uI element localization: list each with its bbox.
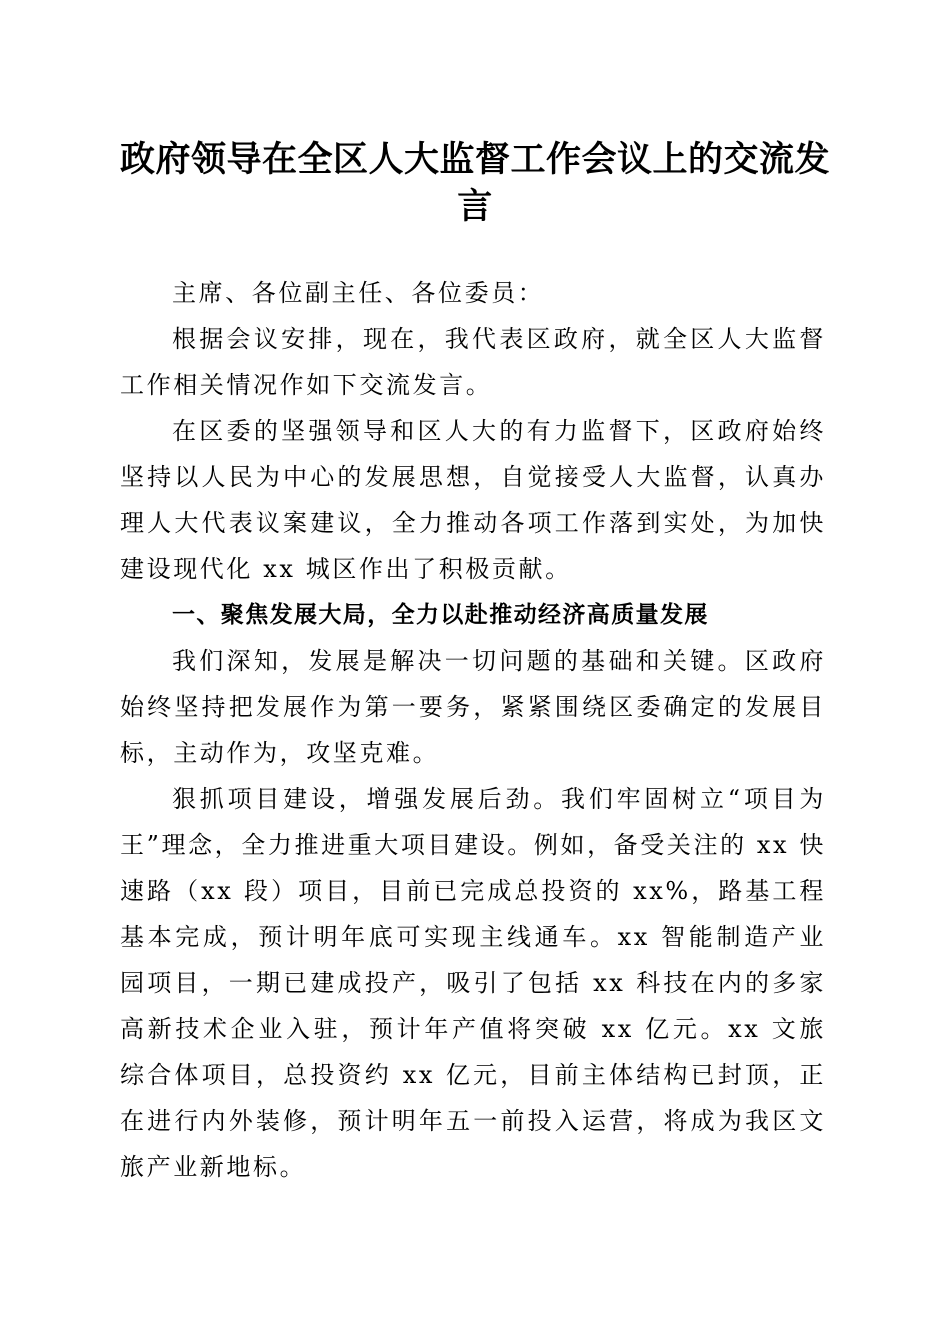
paragraph-development: 我们深知，发展是解决一切问题的基础和关键。区政府始终坚持把发展作为第一要务，紧紧围绕区委确定的发展目标，主动作为，攻坚克难。 <box>120 647 826 767</box>
paragraph-intro: 根据会议安排，现在，我代表区政府，就全区人大监督工作相关情况作如下交流发言。 <box>120 325 826 399</box>
salutation: 主席、各位副主任、各位委员： <box>172 279 545 307</box>
document-body <box>120 270 826 1190</box>
title-line-1: 政府领导在全区人大监督工作会议上的交流发 <box>119 139 830 180</box>
paragraph-overview: 在区委的坚强领导和区人大的有力监督下，区政府始终坚持以人民为中心的发展思想，自觉接受人大监督，认真办理人大代表议案建议，全力推动各项工作落到实处，为加快建设现代化 xx 城区作出了积极贡献。 <box>120 417 826 583</box>
paragraph-projects: 狠抓项目建设，增强发展后劲。我们牢固树立“项目为王”理念，全力推进重大项目建设。例如，备受关注的 xx 快速路（xx 段）项目，目前已完成总投资的 xx%，路基工程基本完成，预计明年底可实现主线通车。xx 智能制造产业园项目，一期已建成投产，吸引了包括 xx 科技在内的多家高新技术企业入驻，预计年产值将突破 xx 亿元。xx 文旅综合体项目，总投资约 xx 亿元，目前主体结构已封顶，正在进行内外装修，预计明年五一前投入运营，将成为我区文旅产业新地标。 <box>120 785 826 1181</box>
section-heading-1: 一、聚焦发展大局，全力以赴推动经济高质量发展 <box>172 602 709 628</box>
title-line-2: 言 <box>457 186 493 227</box>
document-title <box>110 136 840 230</box>
